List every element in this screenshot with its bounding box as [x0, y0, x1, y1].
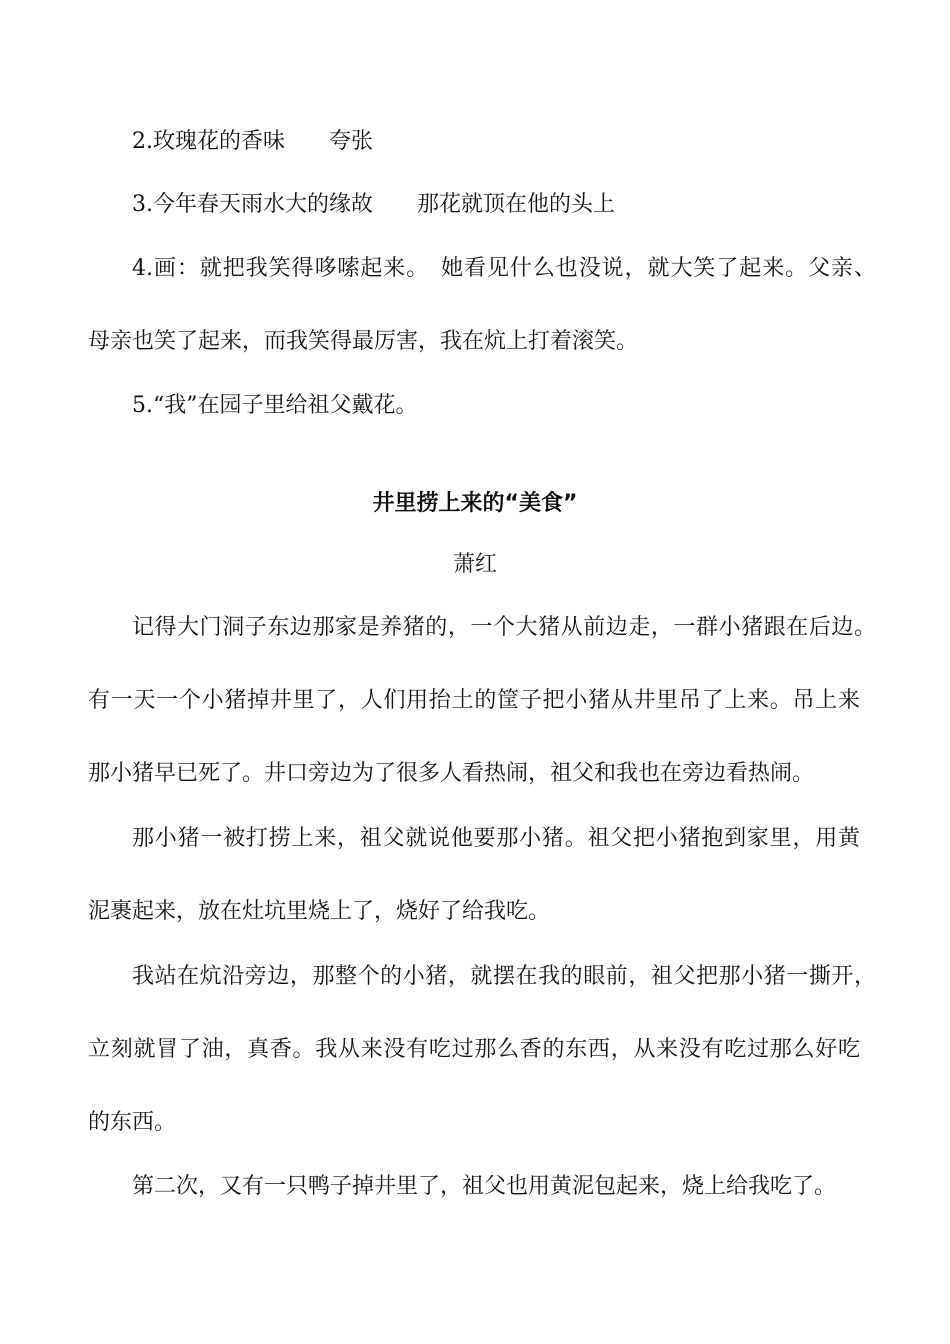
paragraph-2-line-2: 泥裹起来，放在灶坑里烧上了，烧好了给我吃。: [88, 899, 551, 924]
paragraph-2-line-1: 那小猪一被打捞上来，祖父就说他要那小猪。祖父把小猪抱到家里，用黄: [132, 826, 860, 851]
answer-2: 2.玫瑰花的香味 夸张: [132, 129, 373, 154]
paragraph-3-line-3: 的东西。: [88, 1110, 177, 1135]
answer-4-line-2: 母亲也笑了起来，而我笑得最厉害，我在炕上打着滚笑。: [88, 329, 639, 354]
paragraph-4-line-1: 第二次，又有一只鸭子掉井里了，祖父也用黄泥包起来，烧上给我吃了。: [132, 1174, 837, 1199]
answer-5: 5.“我”在园子里给祖父戴花。: [132, 393, 418, 418]
article-title: 井里捞上来的“美食”: [372, 491, 578, 516]
paragraph-1-line-2: 有一天一个小猪掉井里了，人们用抬土的筐子把小猪从井里吊了上来。吊上来: [88, 688, 860, 713]
paragraph-3-line-2: 立刻就冒了油，真香。我从来没有吃过那么香的东西，从来没有吃过那么好吃: [88, 1037, 860, 1062]
paragraph-1-line-1: 记得大门洞子东边那家是养猪的，一个大猪从前边走，一群小猪跟在后边。: [132, 615, 876, 640]
paragraph-1-line-3: 那小猪早已死了。井口旁边为了很多人看热闹，祖父和我也在旁边看热闹。: [88, 761, 815, 786]
article-author: 萧红: [452, 552, 497, 577]
paragraph-3-line-1: 我站在炕沿旁边，那整个的小猪，就摆在我的眼前，祖父把那小猪一撕开，: [132, 964, 876, 989]
answer-4-line-1: 4.画：就把我笑得哆嗦起来。 她看见什么也没说，就大笑了起来。父亲、: [132, 256, 876, 281]
answer-3: 3.今年春天雨水大的缘故 那花就顶在他的头上: [132, 192, 615, 217]
